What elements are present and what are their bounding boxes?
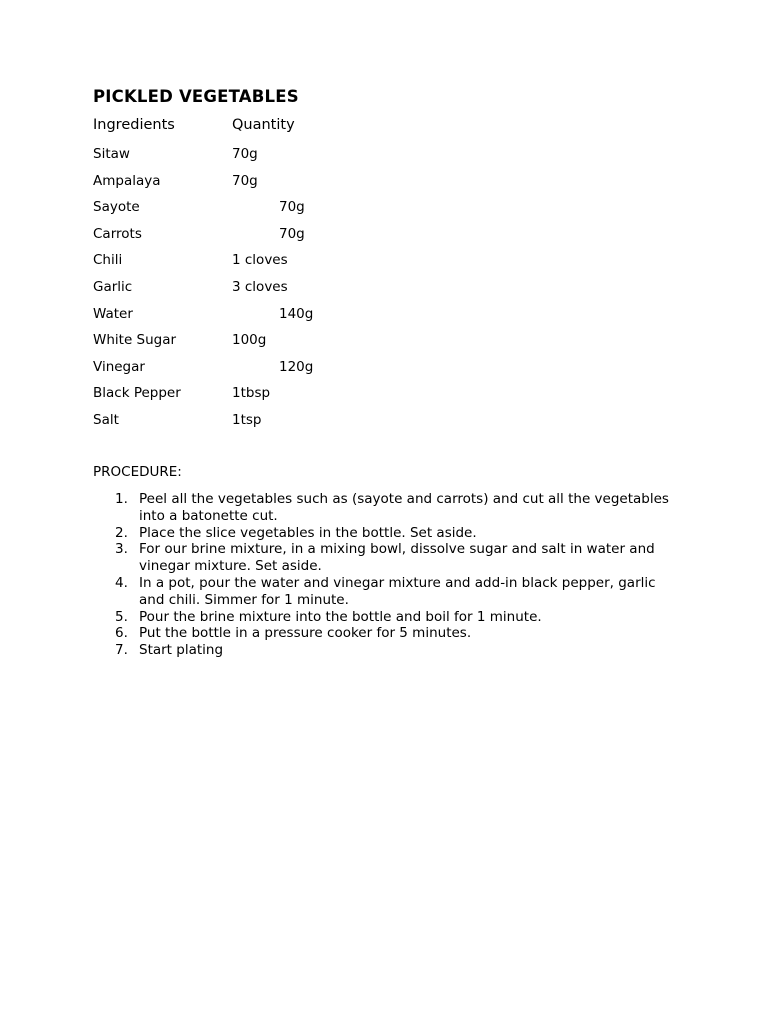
- ingredient-quantity: 1 cloves: [232, 252, 288, 269]
- step-number: 1.: [115, 491, 128, 507]
- ingredient-quantity: 70g: [232, 146, 258, 162]
- ingredient-quantity: 70g: [279, 225, 305, 242]
- procedure-heading: PROCEDURE:: [93, 464, 182, 480]
- ingredients-column-header: Ingredients: [93, 117, 175, 133]
- ingredient-quantity: 70g: [232, 172, 258, 189]
- ingredients-list: [93, 146, 493, 439]
- step-text: Pour the brine mixture into the bottle and boil for 1 minute.: [139, 608, 542, 625]
- procedure-step: [93, 609, 673, 626]
- ingredient-name: Sayote: [93, 199, 140, 216]
- step-text: For our brine mixture, in a mixing bowl, dissolve sugar and salt in water and vinegar mixture. Set aside.: [139, 541, 655, 575]
- step-text: Place the slice vegetables in the bottle. Set aside.: [139, 524, 477, 541]
- procedure-step: [93, 525, 673, 542]
- ingredient-name: Salt: [93, 411, 119, 428]
- ingredient-name: Ampalaya: [93, 172, 161, 189]
- ingredient-name: Garlic: [93, 278, 133, 295]
- step-text: Start plating: [139, 642, 224, 659]
- ingredient-quantity: 70g: [279, 199, 305, 216]
- ingredient-row: [93, 412, 493, 439]
- step-number: 5.: [115, 608, 128, 625]
- ingredient-name: Black Pepper: [93, 385, 181, 402]
- procedure-step: [93, 491, 673, 525]
- quantity-column-header: Quantity: [232, 117, 295, 133]
- step-text: Peel all the vegetables such as (sayote and carrots) and cut all the vegetables into a batonette cut.: [139, 491, 669, 524]
- ingredient-quantity: 1tbsp: [232, 385, 271, 402]
- step-number: 6.: [115, 625, 128, 642]
- procedure-step: [93, 625, 673, 642]
- ingredient-row: [93, 332, 493, 359]
- step-number: 3.: [115, 541, 128, 558]
- ingredient-row: [93, 385, 493, 412]
- procedure-step: [93, 642, 673, 659]
- ingredient-name: Vinegar: [93, 358, 145, 375]
- ingredient-name: White Sugar: [93, 332, 177, 349]
- ingredient-quantity: 100g: [232, 332, 267, 349]
- ingredient-name: Chili: [93, 252, 123, 269]
- procedure-steps-list: [93, 491, 673, 659]
- ingredient-row: [93, 252, 493, 279]
- ingredient-quantity: 140g: [279, 305, 314, 322]
- ingredient-row: [93, 173, 493, 200]
- ingredient-name: Carrots: [93, 225, 142, 242]
- ingredients-header-row: [93, 117, 493, 137]
- ingredient-quantity: 3 cloves: [232, 278, 288, 295]
- step-text: Put the bottle in a pressure cooker for 5 minutes.: [139, 625, 472, 642]
- procedure-step: [93, 541, 673, 575]
- step-number: 2.: [115, 524, 128, 541]
- procedure-step: [93, 575, 673, 609]
- ingredient-row: [93, 226, 493, 253]
- ingredient-row: [93, 306, 493, 333]
- step-number: 7.: [115, 642, 128, 659]
- ingredient-name: Water: [93, 305, 133, 322]
- recipe-title: PICKLED VEGETABLES: [93, 87, 299, 106]
- step-number: 4.: [115, 574, 128, 591]
- ingredient-quantity: 1tsp: [232, 411, 262, 428]
- step-text: In a pot, pour the water and vinegar mixture and add-in black pepper, garlic and chili. Simmer for 1 minute.: [139, 574, 656, 608]
- ingredient-row: [93, 199, 493, 226]
- ingredient-quantity: 120g: [279, 358, 314, 375]
- ingredient-row: [93, 146, 493, 173]
- ingredient-name: Sitaw: [93, 146, 130, 162]
- ingredient-row: [93, 279, 493, 306]
- ingredient-row: [93, 359, 493, 386]
